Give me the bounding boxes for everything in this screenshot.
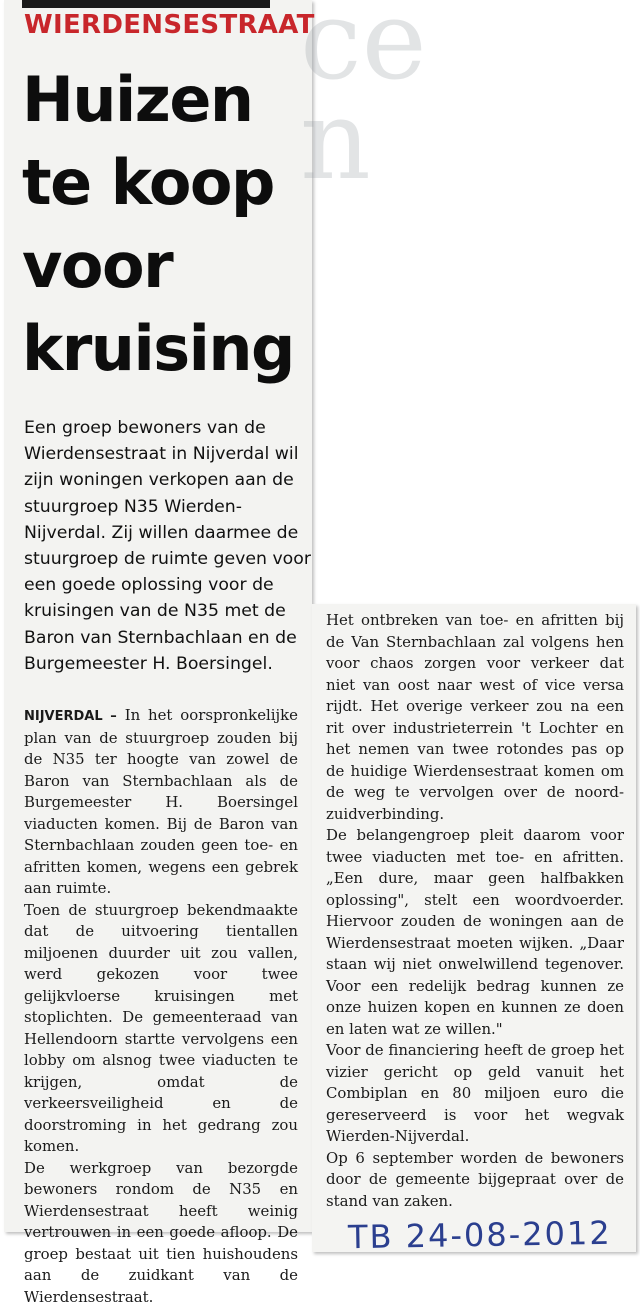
body-paragraph: De belangengroep pleit daarom voor twee viaducten met toe- en afritten. „Een dure, maar geen halfbakken oplossing", stelt een woordvoerder. Hiervoor zouden de woningen aan de Wierdensestraat moeten wijken. „Daar staan wij niet onwelwillend tegenover. Voor een redelijk bedrag kunnen ze onze huizen kopen en kunnen ze doen en laten wat ze willen." — [326, 825, 624, 1040]
dateline: NIJVERDAL – — [24, 709, 117, 724]
body-column-left — [24, 705, 298, 1308]
handwritten-date-annotation: TB 24-08-2012 — [348, 1214, 612, 1257]
body-paragraph: De werkgroep van bezorgde bewoners rondom de N35 en Wierdensestraat heeft weinig vertrouwen in een goede afloop. De groep bestaat uit tien huishoudens aan de zuidkant van de Wierdensestraat. — [24, 1158, 298, 1308]
section-label: WIERDENSESTRAAT — [24, 10, 315, 40]
body-paragraph: Toen de stuurgroep bekendmaakte dat de uitvoering tientallen miljoenen duurder uit zou vallen, werd gekozen voor twee gelijkvloerse kruisingen met stoplichten. De gemeenteraad van Hellendoorn startte vervolgens een lobby om alsnog twee viaducten te krijgen, omdat de verkeersveiligheid en de doorstroming in het gedrang zou komen. — [24, 900, 298, 1158]
body-paragraph: Het ontbreken van toe- en afritten bij de Van Sternbachlaan zal volgens hen voor chaos zorgen voor verkeer dat niet van oost naar west of vice versa rijdt. Het overige verkeer zou na een rit over industrieterrein 't Lochter en het nemen van twee rotondes pas op de huidige Wierdensestraat komen om de weg te vervolgen over de noord-zuidverbinding. — [326, 610, 624, 825]
headline-line-2: te koop — [22, 146, 274, 219]
bleed-through-decoration: ce n — [300, 0, 427, 190]
lead-paragraph: Een groep bewoners van de Wierdensestraat in Nijverdal wil zijn woningen verkopen aan de stuurgroep N35 Wierden-Nijverdal. Zij willen daarmee de stuurgroep de ruimte geven voor een goede oplossing voor de kruisingen van de N35 met de Baron van Sternbachlaan en de Burgemeester H. Boersingel. — [24, 415, 312, 677]
headline-line-1: Huizen — [22, 63, 253, 136]
headline-line-3: voor — [22, 229, 172, 302]
body-paragraph: Voor de financiering heeft de groep het vizier gericht op geld vanuit het Combiplan en 80 miljoen euro die gereserveerd is voor het wegvak Wierden-Nijverdal. — [326, 1040, 624, 1148]
body-paragraph: Op 6 september worden de bewoners door de gemeente bijgepraat over de stand van zaken. — [326, 1148, 624, 1213]
body-column-right — [326, 610, 624, 1212]
section-rule — [22, 0, 270, 8]
headline — [22, 58, 312, 390]
headline-line-4: kruising — [22, 312, 294, 385]
body-paragraph — [24, 705, 298, 900]
body-paragraph-text: In het oorspronkelijke plan van de stuurgroep zouden bij de N35 ter hoogte van zowel de Baron van Sternbachlaan als de Burgemeester H. Boersingel viaducten komen. Bij de Baron van Sternbachlaan zouden geen toe- en afritten komen, wegens een gebrek aan ruimte. — [24, 706, 298, 897]
